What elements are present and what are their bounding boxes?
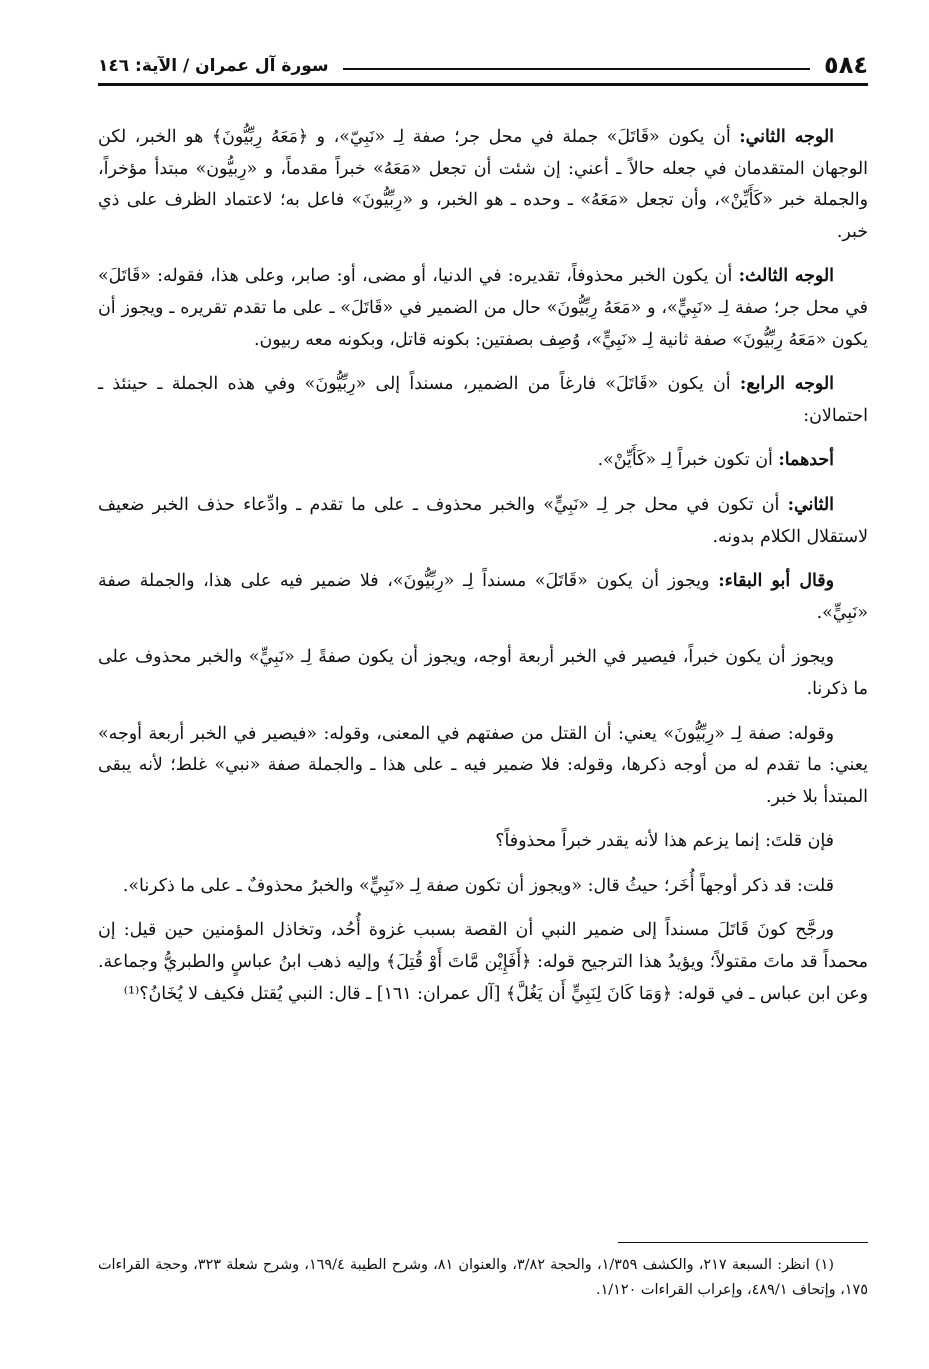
paragraph — [98, 490, 868, 553]
paragraph-text: أن تكون خبراً لِـ «كَأَيِّنْ». — [597, 450, 773, 471]
running-title: سورة آل عمران / الآية: ١٤٦ — [98, 56, 329, 76]
paragraph-text: أن يكون «قَاتَلَ» جملة في محل جر؛ صفة لِـ «نَبِيّ»، و ﴿مَعَهُ رِبِّيُّونَ﴾ هو الخبر، لكن الوجهان المتقدمان في جعله حالاً ـ أعني: إن شئت أن تجعل «مَعَهُ» خبراً مقدماً، و «رِبيُّون» مبتدأ مؤخراً، والجملة خبر «كَأَيِّنْ»، وأن تجعل «مَعَهُ» ـ وحده ـ هو الخبر، و «رِبِّيُّونَ» فاعل به؛ لاعتماد الظرف على ذي خبر. — [98, 127, 868, 242]
paragraph-text: فإن قلتَ: إنما يزعم هذا لأنه يقدر خبراً محذوفاً؟ — [495, 831, 834, 852]
book-page — [98, 52, 868, 1332]
page-number: ٥٨٤ — [824, 51, 868, 79]
paragraph-lead: أحدهما: — [778, 450, 834, 471]
paragraph — [98, 261, 868, 356]
paragraph-text: ورجَّح كونَ قَاتَلَ مسنداً إلى ضمير النبي أن القصة بسبب غزوة أُحُد، وتخاذل المؤمنين حين قيل: إن محمداً قد ماتَ مقتولاً؛ ويؤيدُ هذا الترجيح قوله: ﴿أَفَإِيْن مَّاتَ أَوْ قُتِلَ﴾ وإليه ذهب ابنُ عباسٍ والطبريُّ وجماعة. وعن ابن عباس ـ في قوله: ﴿وَمَا كَانَ لِنَبِيٍّ أَن يَغُلَّ﴾ [آل عمران: ١٦١] ـ قال: النبي يُقتل فكيف لا يُخَانُ؟⁽¹⁾ — [98, 920, 868, 1004]
paragraph — [98, 719, 868, 814]
main-text — [98, 122, 868, 1010]
paragraph — [98, 826, 868, 858]
paragraph — [98, 915, 868, 1010]
paragraph-lead: وقال أبو البقاء: — [718, 571, 835, 592]
paragraph-text: أن تكون في محل جر لِـ «نَبِيٍّ» والخبر محذوف ـ على ما تقدم ـ وادِّعاء حذف الخبر ضعيف لاستقلال الكلام بدونه. — [98, 494, 868, 547]
footnote-rule — [618, 1242, 868, 1243]
paragraph-text: أن يكون الخبر محذوفاً، تقديره: في الدنيا، أو مضى، أو: صابر، وعلى هذا، فقوله: «قَاتَلَ» في محل جر؛ صفة لِـ «نَبِيٍّ»، و «مَعَهُ رِبِّيُّونَ» حال من الضمير في «قَاتَلَ» ـ على ما تقدم تقريره ـ ويجوز أن يكون «مَعَهُ رِبِّيُّونَ» صفة ثانية لِـ «نَبِيٍّ»، وُصِف بصفتين: بكونه قاتل، وبكونه معه ربيون. — [98, 266, 868, 350]
paragraph — [98, 566, 868, 629]
paragraph — [98, 122, 868, 248]
paragraph-lead: الوجه الرابع: — [739, 374, 834, 395]
footnotes — [98, 1242, 868, 1303]
paragraph-text: ويجوز أن يكون خبراً، فيصير في الخبر أربعة أوجه، ويجوز أن يكون صفةً لِـ «نَبِيٍّ» والخبر محذوف على ما ذكرنا. — [98, 647, 868, 699]
paragraph — [98, 445, 868, 477]
paragraph — [98, 871, 868, 903]
paragraph — [98, 369, 868, 432]
paragraph — [98, 642, 868, 705]
paragraph-lead: الوجه الثاني: — [739, 127, 834, 147]
paragraph-text: ويجوز أن يكون «قَاتَلَ» مسنداً لِـ «رِبِّيُّونَ»، فلا ضمير فيه على هذا، والجملة صفة «نَبِيٍّ». — [98, 571, 868, 623]
paragraph-lead: الثاني: — [787, 494, 834, 515]
paragraph-text: أن يكون «قَاتَلَ» فارغاً من الضمير، مسنداً إلى «رِبِّيُّونَ» وفي هذه الجملة ـ حينئذ ـ احتمالان: — [98, 374, 868, 426]
page-header — [98, 52, 868, 86]
header-rule — [343, 68, 810, 70]
paragraph-text: قلت: قد ذكر أوجهاً أُخَر؛ حيثُ قال: «ويجوز أن تكون صفة لِـ «نَبِيٍّ» والخبرُ محذوفٌ ـ على ما ذكرنا». — [122, 875, 834, 896]
footnote: (١) انظر: السبعة ٢١٧، والكشف ١/٣٥٩، والحجة ٣/٨٢، والعنوان ٨١، وشرح الطيبة ١٦٩/٤، وشرح شعلة ٣٢٣، وحجة القراءات ١٧٥، وإتحاف ٤٨٩/١، وإعراب القراءات ١/١٢٠. — [98, 1257, 868, 1298]
paragraph-text: وقوله: صفة لِـ «رِبِّيُّونَ» يعني: أن القتل من صفتهم في المعنى، وقوله: «فيصير في الخبر أربعة أوجه» يعني: ما تقدم له من أوجه ذكرها، وقوله: فلا ضمير فيه ـ على هذا ـ والجملة صفة «نبي» غلط؛ لأنه يبقى المبتدأ بلا خبر. — [98, 723, 868, 807]
paragraph-lead: الوجه الثالث: — [738, 266, 835, 287]
